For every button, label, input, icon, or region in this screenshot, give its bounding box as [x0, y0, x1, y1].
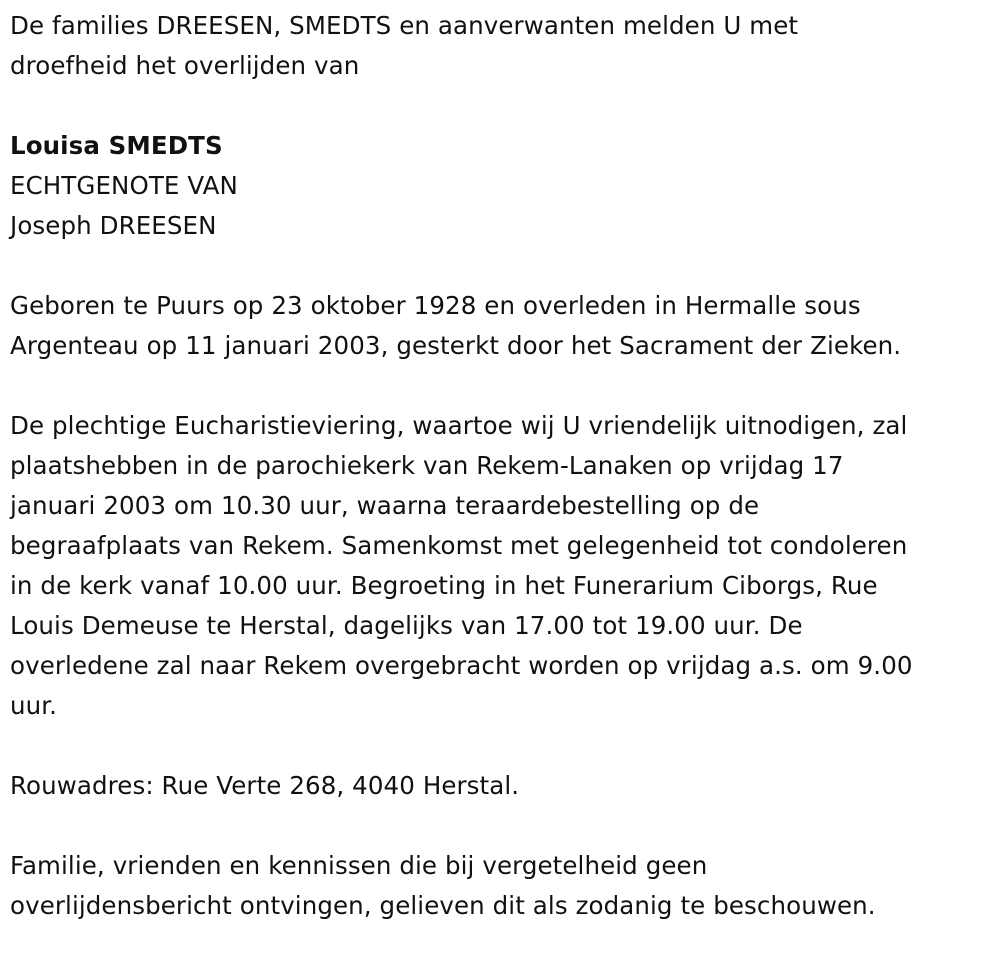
ceremony-line: uur. [10, 691, 58, 720]
spacer [10, 726, 990, 766]
ceremony-line: De plechtige Eucharistieviering, waartoe wij U vriendelijk uitnodigen, zal [10, 411, 908, 440]
birth-death-line: Argenteau op 11 januari 2003, gesterkt door het Sacrament der Zieken. [10, 331, 902, 360]
intro-paragraph [10, 6, 990, 86]
closing-line: Familie, vrienden en kennissen die bij vergetelheid geen [10, 851, 708, 880]
birth-death-line: Geboren te Puurs op 23 oktober 1928 en overleden in Hermalle sous [10, 291, 861, 320]
closing-line: overlijdensbericht ontvingen, gelieven dit als zodanig te beschouwen. [10, 891, 876, 920]
ceremony-line: Louis Demeuse te Herstal, dagelijks van 17.00 tot 19.00 uur. De [10, 611, 803, 640]
ceremony-line: begraafplaats van Rekem. Samenkomst met gelegenheid tot condoleren [10, 531, 908, 560]
spacer [10, 366, 990, 406]
closing-paragraph [10, 846, 990, 926]
spacer [10, 806, 990, 846]
intro-line: droefheid het overlijden van [10, 51, 360, 80]
deceased-block [10, 126, 990, 246]
ceremony-line: overledene zal naar Rekem overgebracht worden op vrijdag a.s. om 9.00 [10, 651, 913, 680]
birth-death-paragraph [10, 286, 990, 366]
address-paragraph [10, 766, 990, 806]
deceased-name: Louisa SMEDTS [10, 131, 223, 160]
ceremony-paragraph [10, 406, 990, 726]
ceremony-line: plaatshebben in de parochiekerk van Rekem-Lanaken op vrijdag 17 [10, 451, 844, 480]
spacer [10, 246, 990, 286]
mourning-address: Rouwadres: Rue Verte 268, 4040 Herstal. [10, 771, 520, 800]
ceremony-line: januari 2003 om 10.30 uur, waarna teraardebestelling op de [10, 491, 760, 520]
spouse-name: Joseph DREESEN [10, 211, 217, 240]
ceremony-line: in de kerk vanaf 10.00 uur. Begroeting in het Funerarium Ciborgs, Rue [10, 571, 878, 600]
spouse-label: ECHTGENOTE VAN [10, 171, 238, 200]
intro-line: De families DREESEN, SMEDTS en aanverwanten melden U met [10, 11, 799, 40]
spacer [10, 86, 990, 126]
